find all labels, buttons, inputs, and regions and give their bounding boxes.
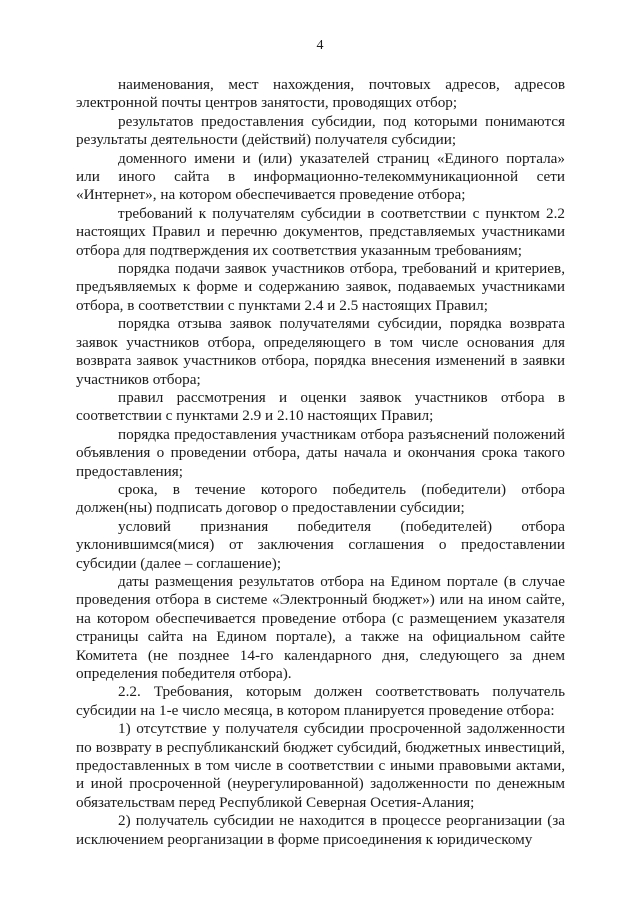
paragraph-8: порядка предоставления участникам отбора разъяснений положений объявления о проведении отбора, даты начала и окончания срока такого предоставления; <box>76 425 565 480</box>
paragraph-3: доменного имени и (или) указателей страниц «Единого портала» или иного сайта в информационно-телекоммуникационной сети «Интернет», на котором обеспечивается проведение отбора; <box>76 149 565 204</box>
paragraph-13: 1) отсутствие у получателя субсидии просроченной задолженности по возврату в республиканский бюджет субсидий, бюджетных инвестиций, предоставленных в том числе в соответствии с иными правовыми актами, и иной просроченной (неурегулированной) задолженности по денежным обязательствам перед Республикой Северная Осетия-Алания; <box>76 720 565 811</box>
page-number: 4 <box>316 38 324 53</box>
paragraph-6: порядка отзыва заявок получателями субсидии, порядка возврата заявок участников отбора, определяющего в том числе основания для возврата заявок участников отбора, порядка внесения изменений в заявки участников отбора; <box>76 315 565 388</box>
paragraph-11: даты размещения результатов отбора на Едином портале (в случае проведения отбора в системе «Электронный бюджет») или на ином сайте, на котором обеспечивается проведение отбора (с размещением указателя страницы сайта на Едином портале), а также на официальном сайте Комитета (не позднее 14-го календарного дня, следующего за днем определения победителя отбора). <box>76 572 565 682</box>
document-body <box>76 76 565 849</box>
paragraph-7: правил рассмотрения и оценки заявок участников отбора в соответствии с пунктами 2.9 и 2.10 настоящих Правил; <box>76 388 565 425</box>
paragraph-12: 2.2. Требования, которым должен соответствовать получатель субсидии на 1-е число месяца, в котором планируется проведение отбора: <box>76 683 565 719</box>
paragraph-10: условий признания победителя (победителей) отбора уклонившимся(мися) от заключения соглашения о предоставлении субсидии (далее – соглашение); <box>76 517 565 572</box>
paragraph-14: 2) получатель субсидии не находится в процессе реорганизации (за исключением реорганизации в форме присоединения к юридическому <box>76 812 565 848</box>
paragraph-5: порядка подачи заявок участников отбора, требований и критериев, предъявляемых к форме и содержанию заявок, подаваемых участниками отбора, в соответствии с пунктами 2.4 и 2.5 настоящих Правил; <box>76 260 565 314</box>
paragraph-1: наименования, мест нахождения, почтовых адресов, адресов электронной почты центров занятости, проводящих отбор; <box>76 76 565 112</box>
paragraph-4: требований к получателям субсидии в соответствии с пунктом 2.2 настоящих Правил и перечню документов, представляемых участниками отбора для подтверждения их соответствия указанным требованиям; <box>76 204 565 259</box>
paragraph-2: результатов предоставления субсидии, под которыми понимаются результаты деятельности (действий) получателя субсидии; <box>76 112 565 149</box>
paragraph-9: срока, в течение которого победитель (победители) отбора должен(ны) подписать договор о предоставлении субсидии; <box>76 480 565 517</box>
